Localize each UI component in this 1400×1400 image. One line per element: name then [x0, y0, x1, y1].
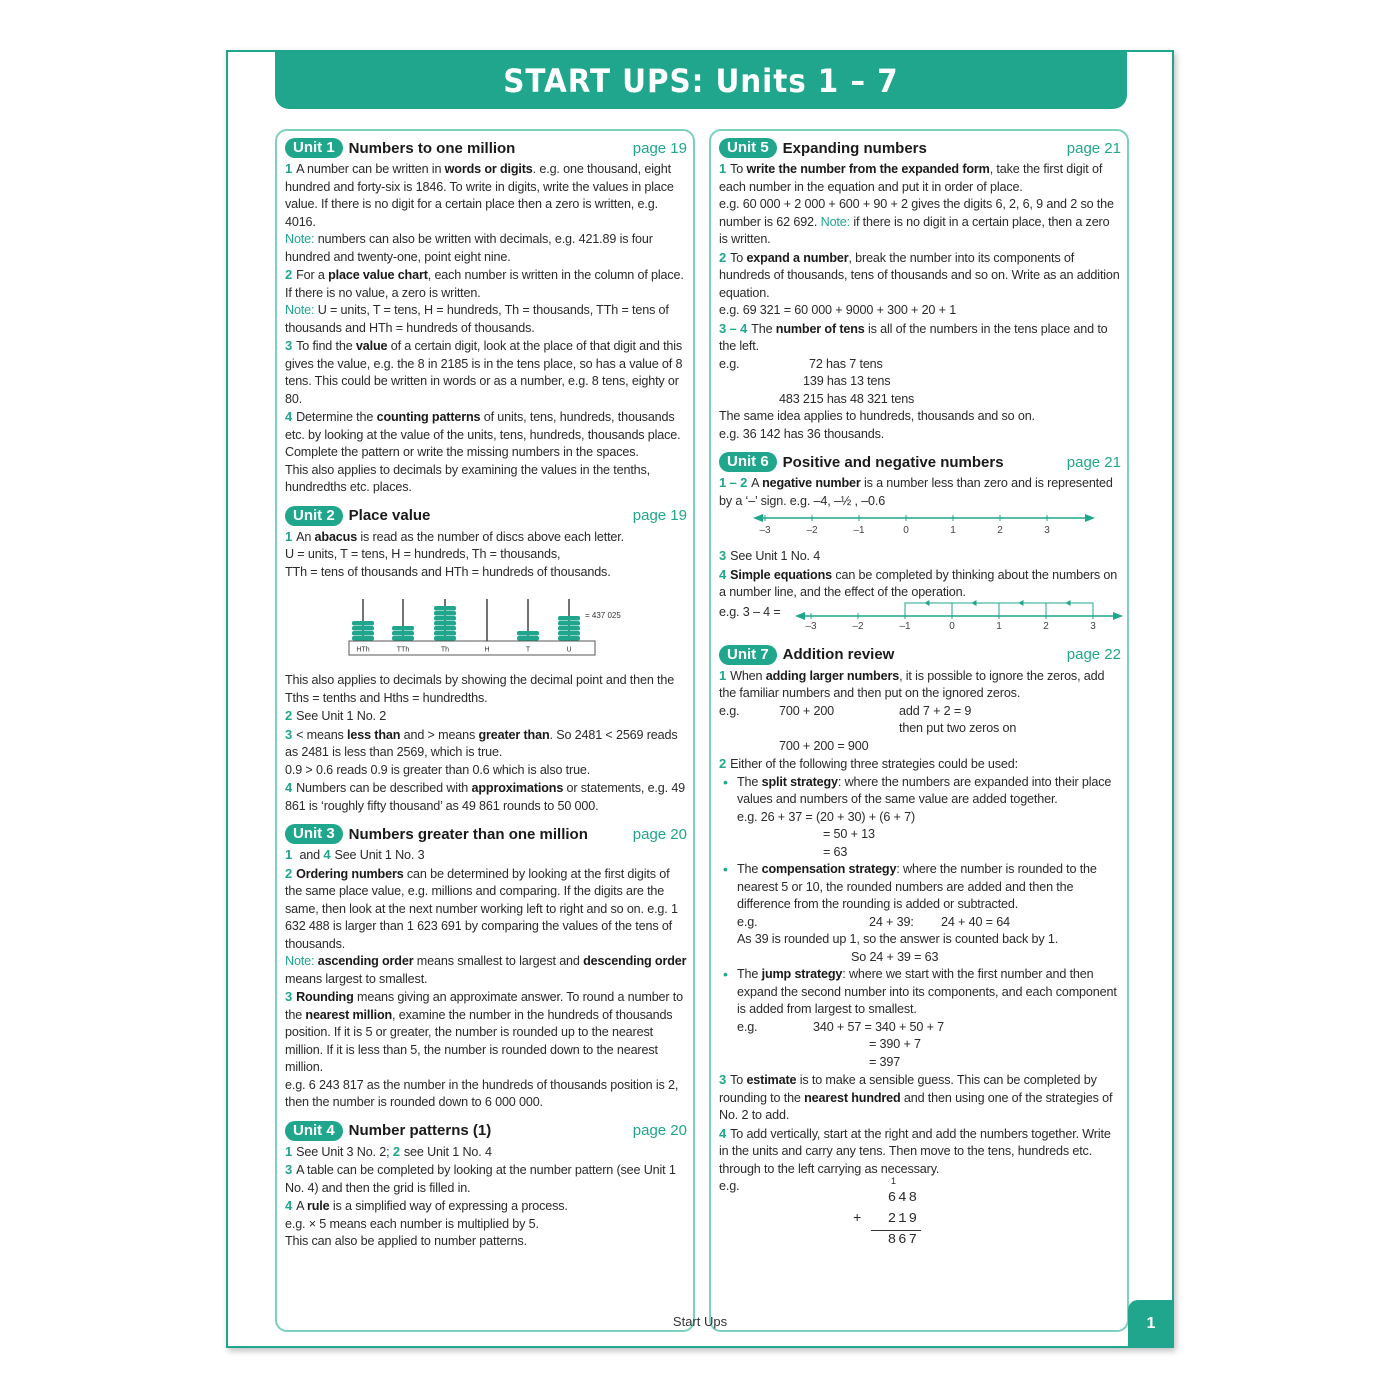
right-column — [709, 129, 1129, 1332]
abacus-label: TTh — [396, 646, 410, 654]
jump-arrow-icon — [1066, 600, 1071, 606]
abacus-bead — [558, 621, 580, 626]
paragraph: 1 and 4 See Unit 1 No. 3 — [285, 847, 425, 862]
tick-label: 0 — [949, 620, 955, 630]
unit-2-section — [285, 505, 687, 816]
paragraph: 3 – 4 The number of tens is all of the numbers in the tens place and to the left. — [719, 320, 1108, 353]
abacus-base — [349, 641, 595, 655]
unit-badge: Unit 6 — [719, 452, 777, 472]
unit-6-section — [719, 451, 1121, 636]
addend-2: 219 — [887, 1211, 919, 1227]
paragraph: This also applies to decimals by examining the values in the tenths, hundredths etc. places. — [285, 462, 651, 494]
note: Note: ascending order means smallest to largest and descending order means largest to smallest. — [285, 954, 687, 986]
abacus-bead — [434, 611, 456, 616]
vertical-addition — [719, 1178, 1121, 1260]
page-ref: page 22 — [1066, 646, 1121, 663]
example-line: = 50 + 13 — [823, 827, 875, 841]
unit-badge: Unit 2 — [285, 506, 343, 526]
page-ref: page 21 — [1066, 139, 1121, 157]
example-line: 700 + 200 = 900 — [779, 738, 869, 753]
paragraph: e.g. 69 321 = 60 000 + 9000 + 300 + 20 + 1 — [719, 303, 957, 317]
abacus-bead — [352, 621, 374, 626]
jump-arrow-icon — [1019, 600, 1024, 606]
list-item: • The jump strategy: where we start with the first number and then expand the second number into its components, and each component is added from largest to smallest. — [719, 966, 1121, 1019]
paragraph: 3 See Unit 1 No. 4 — [719, 548, 821, 563]
paragraph: This can also be applied to number patterns. — [285, 1234, 527, 1248]
abacus-bead — [434, 636, 456, 641]
abacus-bead — [434, 621, 456, 626]
paragraph: e.g. 36 142 has 36 thousands. — [719, 426, 885, 441]
unit-5-section — [719, 137, 1121, 443]
paragraph: 4 To add vertically, start at the right and add the numbers together. Write in the units and carry any tens. Then move to the tens, hundreds etc. through to the left carrying as necessary. — [719, 1125, 1111, 1176]
left-arrow-icon — [753, 514, 763, 522]
tick-label: 2 — [997, 525, 1003, 536]
abacus-bead — [558, 616, 580, 621]
page-ref: page 19 — [632, 139, 687, 157]
unit-1-section — [285, 137, 687, 497]
abacus-bead — [392, 631, 414, 636]
paragraph: 2 See Unit 1 No. 2 — [285, 708, 387, 723]
number-line — [719, 510, 1123, 542]
page-title: START UPS: Units 1 – 7 — [503, 61, 899, 100]
example-line: then put two zeros on — [899, 721, 1017, 735]
unit-3-section — [285, 823, 687, 1112]
abacus-label: U — [566, 646, 572, 654]
example-line: 139 has 13 tens — [803, 374, 891, 388]
abacus-label: T — [525, 646, 531, 654]
example-line: So 24 + 39 = 63 — [851, 949, 939, 964]
addend-1: 648 — [887, 1190, 919, 1206]
page-ref: page 20 — [632, 1122, 687, 1139]
unit-4-section — [285, 1120, 687, 1251]
example-line: = 390 + 7 — [869, 1037, 921, 1051]
example-line: e.g. 26 + 37 = (20 + 30) + (6 + 7) — [737, 809, 915, 824]
paragraph: 0.9 > 0.6 reads 0.9 is greater than 0.6 which is also true. — [285, 762, 591, 777]
paragraph: 4 Simple equations can be completed by thinking about the numbers on a number line, and the effect of the operation. — [719, 566, 1118, 599]
paragraph: 1 – 2 A negative number is a number less than zero and is represented by a ‘–’ sign. e.g. –4, –½ , –0.6 — [719, 475, 1113, 508]
abacus-value: = 437 025 — [585, 611, 621, 620]
abacus-bead — [434, 631, 456, 636]
unit-title: Numbers greater than one million — [348, 825, 588, 843]
paragraph: 1 See Unit 3 No. 2; 2 see Unit 1 No. 4 — [285, 1143, 492, 1159]
example-line: As 39 is rounded up 1, so the answer is counted back by 1. — [737, 932, 1059, 946]
jump-number-line — [787, 596, 1127, 630]
paragraph: e.g. 60 000 + 2 000 + 600 + 90 + 2 gives the digits 6, 2, 6, 9 and 2 so the number is 62 692. Note: if there is no digit in a certain place, then a zero is written. — [719, 197, 1114, 246]
unit-badge: Unit 5 — [719, 138, 777, 158]
paragraph: 1 A number can be written in words or digits. e.g. one thousand, eight hundred and forty-six is 1846. To write in digits, write the values in place value. If there is no digit for a certain place then a zero is written, e.g. 4016. — [285, 161, 674, 229]
paragraph: 2 For a place value chart, each number is written in the column of place. If there is no value, a zero is written. — [285, 267, 684, 300]
example-label: e.g. — [719, 1179, 740, 1193]
unit-title: Numbers to one million — [348, 139, 516, 157]
list-item: • The compensation strategy: where the number is rounded to the nearest 5 or 10, the rounded numbers are added and then the difference from the rounding is added or subtracted. — [719, 861, 1121, 914]
right-arrow-icon — [1085, 514, 1095, 522]
paragraph: e.g. 6 243 817 as the number in the hundreds of thousands position is 2, then the number is rounded down to 6 000 000. — [285, 1077, 679, 1109]
abacus-label: Th — [440, 646, 450, 654]
tick-label: 1 — [950, 525, 956, 536]
paragraph: TTh = tens of thousands and HTh = hundreds of thousands. — [285, 564, 611, 579]
abacus-bead — [558, 631, 580, 636]
unit-title: Addition review — [782, 646, 895, 663]
paragraph: 3 A table can be completed by looking at the number pattern (see Unit 1 No. 4) and then the grid is filled in. — [285, 1162, 676, 1195]
unit-badge: Unit 7 — [719, 645, 777, 665]
paragraph: 4 Numbers can be described with approximations or statements, e.g. 49 861 is ‘roughly fifty thousand’ as 49 861 rounds to 50 000. — [285, 780, 686, 813]
tick-label: 0 — [903, 525, 909, 536]
unit-7-section — [719, 644, 1121, 1261]
example-line: e.g. 340 + 57 = 340 + 50 + 7 — [737, 1019, 945, 1034]
tick-label: –2 — [852, 620, 864, 630]
footer-text: Start Ups — [672, 1314, 728, 1329]
paragraph: 4 Determine the counting patterns of units, tens, hundreds, thousands etc. by looking at the value of the units, tens, hundreds, thousands place. Complete the pattern or write the missing numbers in the spaces. — [285, 409, 681, 459]
unit-badge: Unit 1 — [285, 138, 343, 158]
unit-title: Number patterns (1) — [348, 1122, 492, 1139]
title-banner — [275, 52, 1127, 109]
abacus-bead — [392, 626, 414, 631]
abacus-bead — [434, 606, 456, 611]
paragraph: The same idea applies to hundreds, thousands and so on. — [719, 409, 1035, 423]
example-line: = 63 — [823, 844, 848, 859]
carry-digit: 1 — [891, 1176, 897, 1186]
paragraph: 1 An abacus is read as the number of discs above each letter. — [285, 528, 624, 544]
paragraph: 1 When adding larger numbers, it is possible to ignore the zeros, add the familiar numbers and then put on the ignored zeros. — [719, 667, 1105, 700]
abacus-diagram — [285, 581, 689, 667]
unit-title: Expanding numbers — [782, 139, 927, 157]
unit-badge: Unit 3 — [285, 824, 343, 844]
unit-title: Place value — [348, 507, 431, 524]
left-column — [275, 129, 695, 1332]
abacus-bead — [517, 631, 539, 636]
abacus-label: H — [484, 646, 490, 654]
paragraph: 2 Ordering numbers can be determined by looking at the first digits of the same place value, e.g. millions and comparing. If the digits are the same, then look at the next number working left to right and so on. e.g. 1 632 488 is larger than 1 623 691 by comparing the values of the tens of thousands. — [285, 865, 678, 951]
page-ref: page 21 — [1066, 453, 1121, 471]
abacus-bead — [392, 636, 414, 641]
example-line: e.g. 700 + 200 add 7 + 2 = 9 — [719, 703, 972, 718]
example-line: 483 215 has 48 321 tens — [779, 391, 915, 406]
page-number: 1 — [1128, 1300, 1174, 1348]
page-ref: page 19 — [632, 507, 687, 524]
abacus-bead — [517, 636, 539, 641]
worksheet-page — [226, 50, 1174, 1348]
paragraph: 3 Rounding means giving an approximate answer. To round a number to the nearest million, examine the number in the hundreds of thousands position. If it is 5 or greater, the number is rounded up to the nearest million. If it is less than 5, the number is rounded down to the nearest million. — [285, 989, 684, 1074]
tick-label: 3 — [1090, 620, 1096, 630]
example-line: e.g. 24 + 39: 24 + 40 = 64 — [737, 914, 1010, 929]
paragraph: 3 To estimate is to make a sensible guess. This can be completed by rounding to the nearest hundred and then using one of the strategies of No. 2 to add. — [719, 1072, 1113, 1122]
tick-label: 3 — [1044, 525, 1050, 536]
tick-label: 2 — [1043, 620, 1049, 630]
tick-label: –2 — [806, 525, 818, 536]
example-line: e.g. 72 has 7 tens — [719, 356, 883, 371]
example-line: = 397 — [869, 1054, 901, 1069]
left-arrow-icon — [795, 612, 805, 620]
paragraph: 1 To write the number from the expanded form, take the first digit of each number in the equation and put it in order of place. — [719, 161, 1103, 194]
list-item: • The split strategy: where the numbers are expanded into their place values and numbers of the same value are added together. — [719, 774, 1121, 809]
paragraph: 4 A rule is a simplified way of expressing a process. — [285, 1198, 568, 1213]
unit-badge: Unit 4 — [285, 1121, 343, 1141]
unit-title: Positive and negative numbers — [782, 453, 1004, 471]
paragraph: 2 Either of the following three strategies could be used: — [719, 756, 1018, 771]
abacus-bead — [352, 636, 374, 641]
note: Note: U = units, T = tens, H = hundreds, Th = thousands, TTh = tens of thousands and HTh = hundreds of thousands. — [285, 303, 669, 335]
paragraph: 3 < means less than and > means greater than. So 2481 < 2569 reads as 2481 is less than 2569, which is true. — [285, 726, 678, 759]
abacus-label: HTh — [356, 646, 370, 654]
tick-label: –1 — [853, 525, 865, 536]
paragraph: This also applies to decimals by showing the decimal point and then the Tths = tenths and Hths = hundredths. — [285, 673, 675, 705]
example-line: e.g. 3 – 4 = — [719, 604, 781, 619]
tick-label: –1 — [899, 620, 911, 630]
abacus-bead — [434, 626, 456, 631]
paragraph: e.g. × 5 means each number is multiplied by 5. — [285, 1216, 539, 1231]
tick-label: –3 — [805, 620, 817, 630]
paragraph: U = units, T = tens, H = hundreds, Th = thousands, — [285, 547, 561, 561]
tick-label: 1 — [996, 620, 1002, 630]
abacus-bead — [558, 636, 580, 641]
jump-arrow-icon — [925, 600, 930, 606]
abacus-bead — [352, 626, 374, 631]
paragraph: 3 To find the value of a certain digit, look at the place of that digit and this gives the value, e.g. the 8 in 2185 is in the tens place, so has a value of 8 tens. This could be written in words or as a number, e.g. 8 tens, eighty or 80. — [285, 338, 683, 406]
right-arrow-icon — [1113, 612, 1123, 620]
jump-arrow-icon — [972, 600, 977, 606]
paragraph: 2 To expand a number, break the number into its components of hundreds of thousands, tens of thousands and so on. Write as an addition equation. — [719, 249, 1120, 300]
abacus-bead — [558, 626, 580, 631]
page-ref: page 20 — [632, 825, 687, 843]
note: Note: numbers can also be written with decimals, e.g. 421.89 is four hundred and twenty-one, point eight nine. — [285, 232, 653, 264]
abacus-bead — [434, 616, 456, 621]
abacus-bead — [352, 631, 374, 636]
plus-sign: + — [853, 1211, 862, 1227]
sum: 867 — [887, 1232, 919, 1248]
tick-label: –3 — [759, 525, 771, 536]
